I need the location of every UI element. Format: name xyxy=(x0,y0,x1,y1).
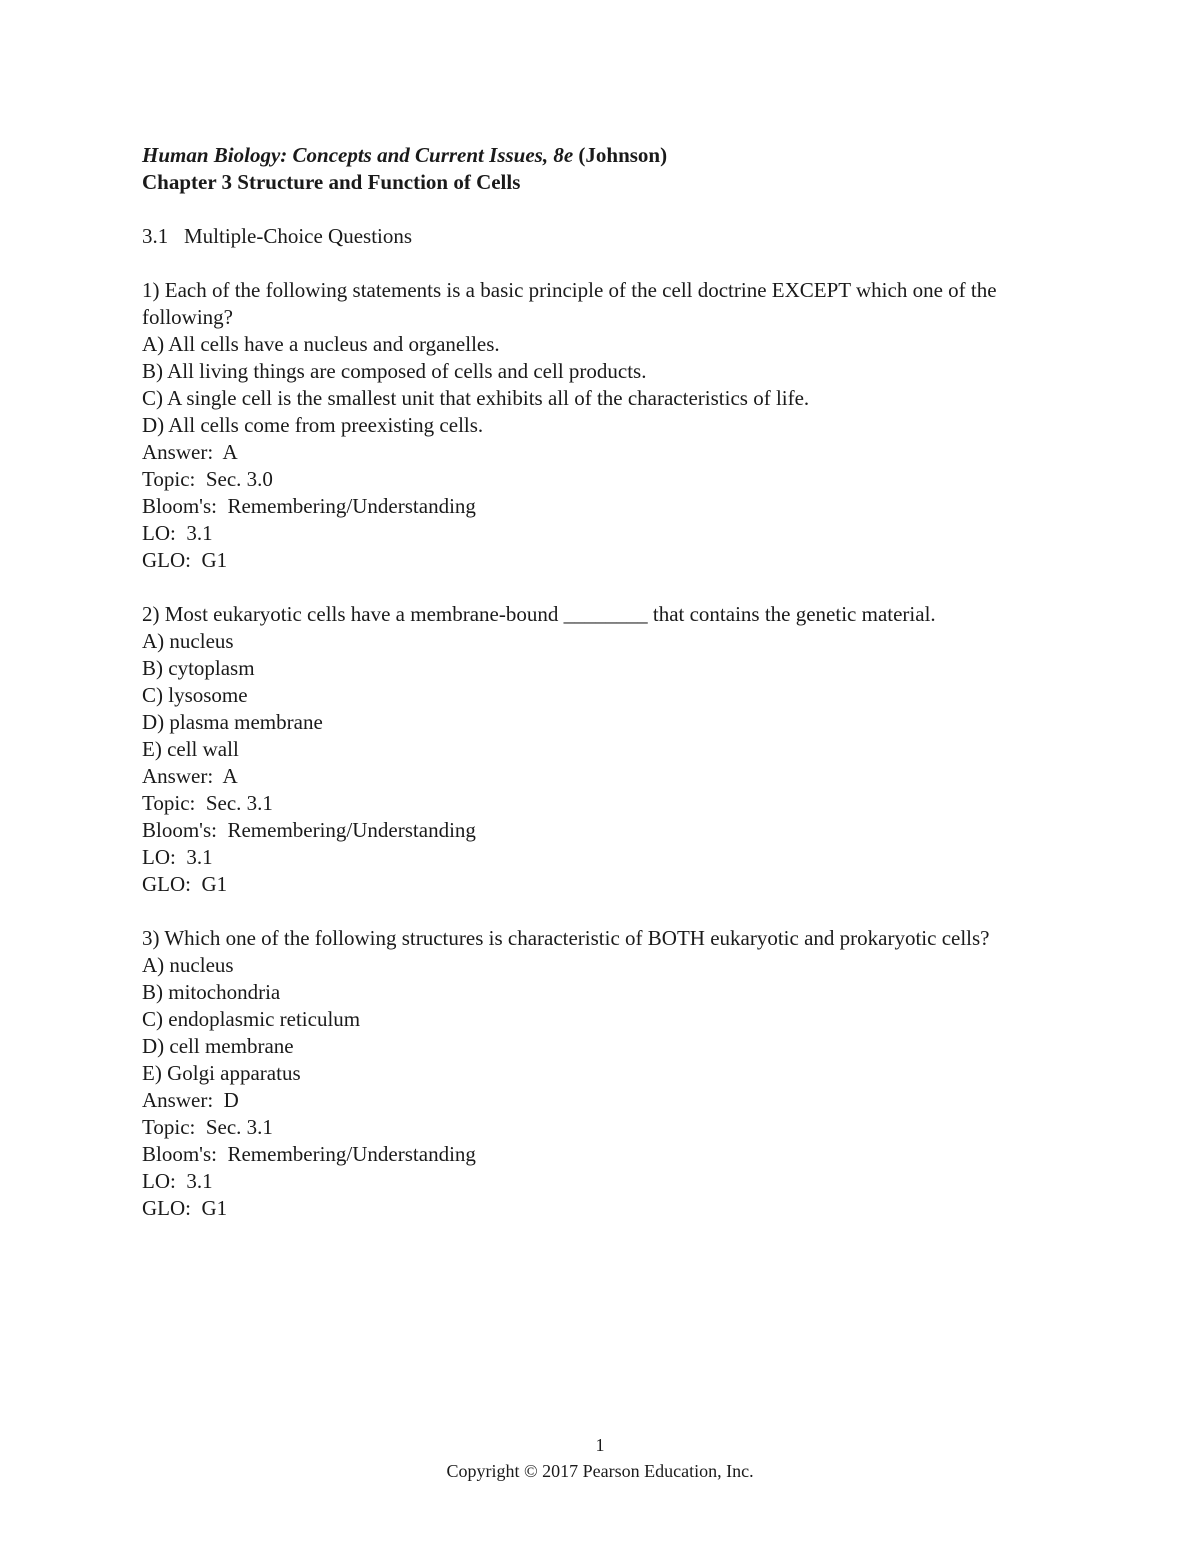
question-stem: 2) Most eukaryotic cells have a membrane-bound ________ that contains the genetic material. xyxy=(142,602,936,626)
question-1 xyxy=(142,277,1062,574)
answer-option: E) cell wall xyxy=(142,737,239,761)
answer-option: D) All cells come from preexisting cells. xyxy=(142,413,484,437)
question-2 xyxy=(142,601,1062,898)
answer-key: Answer: A xyxy=(142,440,238,464)
blooms-label: Bloom's: Remembering/Understanding xyxy=(142,1142,476,1166)
book-author: (Johnson) xyxy=(573,143,668,167)
answer-option: C) endoplasmic reticulum xyxy=(142,1007,361,1031)
question-3 xyxy=(142,925,1062,1222)
glo-label: GLO: G1 xyxy=(142,1196,228,1220)
answer-option: B) All living things are composed of cells and cell products. xyxy=(142,359,647,383)
lo-label: LO: 3.1 xyxy=(142,521,213,545)
blooms-label: Bloom's: Remembering/Understanding xyxy=(142,818,476,842)
question-stem: 1) Each of the following statements is a basic principle of the cell doctrine EXCEPT which one of the following? xyxy=(142,278,1002,329)
answer-option: A) nucleus xyxy=(142,953,234,977)
answer-option: D) plasma membrane xyxy=(142,710,323,734)
answer-option: D) cell membrane xyxy=(142,1034,294,1058)
page-content xyxy=(142,142,1062,1222)
question-stem: 3) Which one of the following structures is characteristic of BOTH eukaryotic and prokaryotic cells? xyxy=(142,926,990,950)
answer-key: Answer: D xyxy=(142,1088,239,1112)
copyright-notice: Copyright © 2017 Pearson Education, Inc. xyxy=(446,1461,754,1481)
answer-option: A) All cells have a nucleus and organelles. xyxy=(142,332,500,356)
answer-key: Answer: A xyxy=(142,764,238,788)
answer-option: C) lysosome xyxy=(142,683,248,707)
glo-label: GLO: G1 xyxy=(142,872,228,896)
topic-label: Topic: Sec. 3.1 xyxy=(142,1115,273,1139)
answer-option: B) mitochondria xyxy=(142,980,281,1004)
blooms-label: Bloom's: Remembering/Understanding xyxy=(142,494,476,518)
topic-label: Topic: Sec. 3.1 xyxy=(142,791,273,815)
lo-label: LO: 3.1 xyxy=(142,845,213,869)
chapter-title: Chapter 3 Structure and Function of Cells xyxy=(142,170,521,194)
answer-option: C) A single cell is the smallest unit that exhibits all of the characteristics of life. xyxy=(142,386,810,410)
glo-label: GLO: G1 xyxy=(142,548,228,572)
lo-label: LO: 3.1 xyxy=(142,1169,213,1193)
answer-option: B) cytoplasm xyxy=(142,656,255,680)
answer-option: E) Golgi apparatus xyxy=(142,1061,301,1085)
answer-option: A) nucleus xyxy=(142,629,234,653)
topic-label: Topic: Sec. 3.0 xyxy=(142,467,273,491)
book-title: Human Biology: Concepts and Current Issues, 8e xyxy=(142,143,574,167)
page-number: 1 xyxy=(595,1435,605,1455)
section-heading: 3.1 Multiple-Choice Questions xyxy=(142,224,413,248)
book-title-line xyxy=(142,142,1062,169)
